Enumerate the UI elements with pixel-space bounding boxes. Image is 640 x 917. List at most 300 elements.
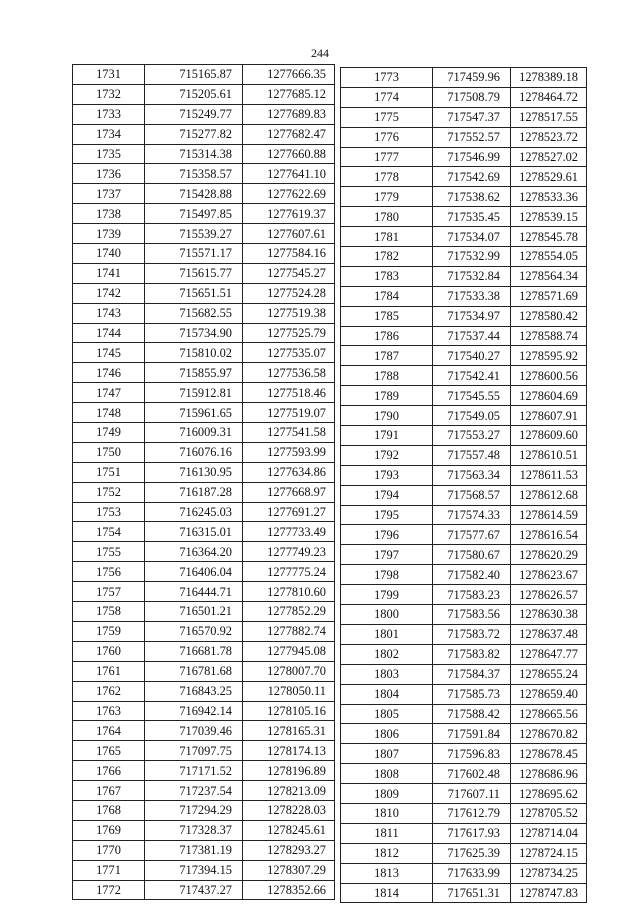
point-number-cell: 1769: [73, 820, 145, 840]
table-row: [341, 883, 587, 903]
point-number-cell: 1764: [73, 721, 145, 741]
x-coordinate-cell: 717547.37: [433, 107, 511, 127]
y-coordinate-cell: 1277749.23: [243, 542, 335, 562]
point-number-cell: 1743: [73, 303, 145, 323]
table-row: [341, 406, 587, 426]
x-coordinate-cell: 716187.28: [145, 482, 243, 502]
y-coordinate-cell: 1277593.99: [243, 442, 335, 462]
x-coordinate-cell: 716681.78: [145, 641, 243, 661]
x-coordinate-cell: 715428.88: [145, 184, 243, 204]
table-row: [73, 164, 335, 184]
x-coordinate-cell: 717534.07: [433, 227, 511, 247]
table-row: [341, 326, 587, 346]
point-number-cell: 1742: [73, 283, 145, 303]
point-number-cell: 1780: [341, 207, 433, 227]
y-coordinate-cell: 1277607.61: [243, 224, 335, 244]
table-row: [73, 522, 335, 542]
table-row: [341, 167, 587, 187]
x-coordinate-cell: 715855.97: [145, 363, 243, 383]
x-coordinate-cell: 716315.01: [145, 522, 243, 542]
table-row: [341, 465, 587, 485]
table-row: [341, 68, 587, 88]
table-row: [73, 383, 335, 403]
x-coordinate-cell: 717437.27: [145, 880, 243, 900]
y-coordinate-cell: 1278588.74: [511, 326, 587, 346]
point-number-cell: 1737: [73, 184, 145, 204]
y-coordinate-cell: 1278196.89: [243, 761, 335, 781]
point-number-cell: 1773: [341, 68, 433, 88]
y-coordinate-cell: 1278659.40: [511, 684, 587, 704]
table-row: [341, 187, 587, 207]
x-coordinate-cell: 717328.37: [145, 820, 243, 840]
point-number-cell: 1806: [341, 724, 433, 744]
table-row: [73, 244, 335, 264]
point-number-cell: 1767: [73, 781, 145, 801]
y-coordinate-cell: 1278678.45: [511, 744, 587, 764]
point-number-cell: 1788: [341, 366, 433, 386]
x-coordinate-cell: 715571.17: [145, 244, 243, 264]
x-coordinate-cell: 715651.51: [145, 283, 243, 303]
table-row: [73, 820, 335, 840]
point-number-cell: 1738: [73, 204, 145, 224]
table-row: [341, 127, 587, 147]
y-coordinate-cell: 1278539.15: [511, 207, 587, 227]
x-coordinate-cell: 717097.75: [145, 741, 243, 761]
y-coordinate-cell: 1277518.46: [243, 383, 335, 403]
table-row: [341, 227, 587, 247]
point-number-cell: 1802: [341, 644, 433, 664]
x-coordinate-cell: 717540.27: [433, 346, 511, 366]
table-row: [341, 107, 587, 127]
point-number-cell: 1731: [73, 65, 145, 85]
x-coordinate-cell: 717612.79: [433, 803, 511, 823]
point-number-cell: 1746: [73, 363, 145, 383]
point-number-cell: 1753: [73, 502, 145, 522]
point-number-cell: 1799: [341, 585, 433, 605]
y-coordinate-cell: 1277682.47: [243, 124, 335, 144]
point-number-cell: 1750: [73, 442, 145, 462]
y-coordinate-cell: 1278600.56: [511, 366, 587, 386]
point-number-cell: 1804: [341, 684, 433, 704]
table-row: [341, 684, 587, 704]
y-coordinate-cell: 1278554.05: [511, 247, 587, 267]
table-row: [73, 462, 335, 482]
x-coordinate-cell: 717294.29: [145, 800, 243, 820]
x-coordinate-cell: 717542.41: [433, 366, 511, 386]
x-coordinate-cell: 715682.55: [145, 303, 243, 323]
point-number-cell: 1770: [73, 840, 145, 860]
point-number-cell: 1757: [73, 582, 145, 602]
point-number-cell: 1775: [341, 107, 433, 127]
point-number-cell: 1744: [73, 323, 145, 343]
point-number-cell: 1774: [341, 87, 433, 107]
point-number-cell: 1782: [341, 247, 433, 267]
x-coordinate-cell: 717585.73: [433, 684, 511, 704]
y-coordinate-cell: 1277852.29: [243, 602, 335, 622]
y-coordinate-cell: 1278665.56: [511, 704, 587, 724]
x-coordinate-cell: 717534.97: [433, 306, 511, 326]
point-number-cell: 1749: [73, 423, 145, 443]
point-number-cell: 1787: [341, 346, 433, 366]
table-row: [73, 860, 335, 880]
table-row: [341, 724, 587, 744]
point-number-cell: 1784: [341, 286, 433, 306]
y-coordinate-cell: 1277775.24: [243, 562, 335, 582]
table-row: [73, 423, 335, 443]
table-row: [73, 641, 335, 661]
x-coordinate-cell: 717039.46: [145, 721, 243, 741]
y-coordinate-cell: 1277666.35: [243, 65, 335, 85]
x-coordinate-cell: 717574.33: [433, 505, 511, 525]
y-coordinate-cell: 1277634.86: [243, 462, 335, 482]
y-coordinate-cell: 1278714.04: [511, 823, 587, 843]
point-number-cell: 1813: [341, 863, 433, 883]
point-number-cell: 1732: [73, 84, 145, 104]
point-number-cell: 1756: [73, 562, 145, 582]
table-row: [341, 485, 587, 505]
x-coordinate-cell: 717651.31: [433, 883, 511, 903]
y-coordinate-cell: 1278647.77: [511, 644, 587, 664]
x-coordinate-cell: 717583.56: [433, 605, 511, 625]
y-coordinate-cell: 1278228.03: [243, 800, 335, 820]
table-row: [73, 363, 335, 383]
y-coordinate-cell: 1277541.58: [243, 423, 335, 443]
y-coordinate-cell: 1278705.52: [511, 803, 587, 823]
table-row: [341, 386, 587, 406]
table-row: [73, 761, 335, 781]
x-coordinate-cell: 715961.65: [145, 403, 243, 423]
table-row: [341, 87, 587, 107]
table-row: [73, 781, 335, 801]
y-coordinate-cell: 1277641.10: [243, 164, 335, 184]
x-coordinate-cell: 717459.96: [433, 68, 511, 88]
y-coordinate-cell: 1277945.08: [243, 641, 335, 661]
table-row: [341, 525, 587, 545]
x-coordinate-cell: 715810.02: [145, 343, 243, 363]
table-row: [73, 562, 335, 582]
x-coordinate-cell: 717549.05: [433, 406, 511, 426]
y-coordinate-cell: 1278533.36: [511, 187, 587, 207]
table-row: [73, 184, 335, 204]
x-coordinate-cell: 717563.34: [433, 465, 511, 485]
table-row: [341, 803, 587, 823]
point-number-cell: 1809: [341, 784, 433, 804]
x-coordinate-cell: 716245.03: [145, 502, 243, 522]
table-row: [73, 482, 335, 502]
y-coordinate-cell: 1277519.38: [243, 303, 335, 323]
x-coordinate-cell: 717596.83: [433, 744, 511, 764]
table-row: [73, 442, 335, 462]
y-coordinate-cell: 1277660.88: [243, 144, 335, 164]
point-number-cell: 1789: [341, 386, 433, 406]
table-row: [341, 605, 587, 625]
table-row: [73, 880, 335, 900]
y-coordinate-cell: 1278620.29: [511, 545, 587, 565]
y-coordinate-cell: 1278352.66: [243, 880, 335, 900]
point-number-cell: 1765: [73, 741, 145, 761]
y-coordinate-cell: 1278464.72: [511, 87, 587, 107]
table-row: [341, 764, 587, 784]
y-coordinate-cell: 1278527.02: [511, 147, 587, 167]
y-coordinate-cell: 1277622.69: [243, 184, 335, 204]
table-row: [73, 84, 335, 104]
point-number-cell: 1796: [341, 525, 433, 545]
table-row: [341, 266, 587, 286]
point-number-cell: 1751: [73, 462, 145, 482]
table-row: [73, 840, 335, 860]
table-row: [73, 263, 335, 283]
table-row: [73, 621, 335, 641]
y-coordinate-cell: 1277810.60: [243, 582, 335, 602]
table-row: [73, 283, 335, 303]
point-number-cell: 1805: [341, 704, 433, 724]
y-coordinate-cell: 1278607.91: [511, 406, 587, 426]
x-coordinate-cell: 715912.81: [145, 383, 243, 403]
table-row: [341, 306, 587, 326]
table-row: [73, 323, 335, 343]
y-coordinate-cell: 1277584.16: [243, 244, 335, 264]
table-row: [341, 207, 587, 227]
point-number-cell: 1811: [341, 823, 433, 843]
y-coordinate-cell: 1278213.09: [243, 781, 335, 801]
point-number-cell: 1793: [341, 465, 433, 485]
table-row: [73, 681, 335, 701]
point-number-cell: 1736: [73, 164, 145, 184]
point-number-cell: 1766: [73, 761, 145, 781]
y-coordinate-cell: 1278293.27: [243, 840, 335, 860]
table-row: [73, 701, 335, 721]
point-number-cell: 1754: [73, 522, 145, 542]
point-number-cell: 1760: [73, 641, 145, 661]
y-coordinate-cell: 1277619.37: [243, 204, 335, 224]
table-row: [73, 582, 335, 602]
y-coordinate-cell: 1278616.54: [511, 525, 587, 545]
y-coordinate-cell: 1278604.69: [511, 386, 587, 406]
y-coordinate-cell: 1277536.58: [243, 363, 335, 383]
y-coordinate-cell: 1278686.96: [511, 764, 587, 784]
y-coordinate-cell: 1278545.78: [511, 227, 587, 247]
x-coordinate-cell: 715277.82: [145, 124, 243, 144]
table-row: [341, 823, 587, 843]
table-row: [341, 624, 587, 644]
point-number-cell: 1800: [341, 605, 433, 625]
x-coordinate-cell: 715205.61: [145, 84, 243, 104]
point-number-cell: 1748: [73, 403, 145, 423]
table-row: [341, 863, 587, 883]
point-number-cell: 1790: [341, 406, 433, 426]
point-number-cell: 1734: [73, 124, 145, 144]
x-coordinate-cell: 715734.90: [145, 323, 243, 343]
y-coordinate-cell: 1278655.24: [511, 664, 587, 684]
x-coordinate-cell: 716843.25: [145, 681, 243, 701]
table-row: [73, 124, 335, 144]
point-number-cell: 1762: [73, 681, 145, 701]
y-coordinate-cell: 1278623.67: [511, 565, 587, 585]
x-coordinate-cell: 717602.48: [433, 764, 511, 784]
x-coordinate-cell: 717532.99: [433, 247, 511, 267]
y-coordinate-cell: 1278614.59: [511, 505, 587, 525]
x-coordinate-cell: 717381.19: [145, 840, 243, 860]
x-coordinate-cell: 715165.87: [145, 65, 243, 85]
point-number-cell: 1794: [341, 485, 433, 505]
y-coordinate-cell: 1278595.92: [511, 346, 587, 366]
point-number-cell: 1739: [73, 224, 145, 244]
point-number-cell: 1797: [341, 545, 433, 565]
point-number-cell: 1803: [341, 664, 433, 684]
x-coordinate-cell: 717545.55: [433, 386, 511, 406]
point-number-cell: 1747: [73, 383, 145, 403]
x-coordinate-cell: 717552.57: [433, 127, 511, 147]
point-number-cell: 1814: [341, 883, 433, 903]
point-number-cell: 1741: [73, 263, 145, 283]
x-coordinate-cell: 717577.67: [433, 525, 511, 545]
table-row: [341, 565, 587, 585]
point-number-cell: 1758: [73, 602, 145, 622]
table-row: [341, 247, 587, 267]
point-number-cell: 1812: [341, 843, 433, 863]
x-coordinate-cell: 715539.27: [145, 224, 243, 244]
point-number-cell: 1768: [73, 800, 145, 820]
point-number-cell: 1752: [73, 482, 145, 502]
table-row: [341, 346, 587, 366]
y-coordinate-cell: 1278307.29: [243, 860, 335, 880]
x-coordinate-cell: 717568.57: [433, 485, 511, 505]
y-coordinate-cell: 1278517.55: [511, 107, 587, 127]
y-coordinate-cell: 1278610.51: [511, 445, 587, 465]
table-row: [341, 147, 587, 167]
point-number-cell: 1791: [341, 426, 433, 446]
x-coordinate-cell: 717171.52: [145, 761, 243, 781]
y-coordinate-cell: 1278564.34: [511, 266, 587, 286]
y-coordinate-cell: 1278105.16: [243, 701, 335, 721]
point-number-cell: 1759: [73, 621, 145, 641]
point-number-cell: 1772: [73, 880, 145, 900]
point-number-cell: 1776: [341, 127, 433, 147]
point-number-cell: 1810: [341, 803, 433, 823]
x-coordinate-cell: 716444.71: [145, 582, 243, 602]
point-number-cell: 1792: [341, 445, 433, 465]
x-coordinate-cell: 717607.11: [433, 784, 511, 804]
point-number-cell: 1807: [341, 744, 433, 764]
table-row: [73, 403, 335, 423]
table-row: [73, 542, 335, 562]
y-coordinate-cell: 1277733.49: [243, 522, 335, 542]
x-coordinate-cell: 717532.84: [433, 266, 511, 286]
y-coordinate-cell: 1278523.72: [511, 127, 587, 147]
table-row: [341, 286, 587, 306]
y-coordinate-cell: 1277668.97: [243, 482, 335, 502]
x-coordinate-cell: 717617.93: [433, 823, 511, 843]
y-coordinate-cell: 1277524.28: [243, 283, 335, 303]
y-coordinate-cell: 1277689.83: [243, 104, 335, 124]
y-coordinate-cell: 1278174.13: [243, 741, 335, 761]
coordinate-table-left: [72, 64, 335, 900]
table-row: [341, 644, 587, 664]
table-row: [341, 426, 587, 446]
x-coordinate-cell: 716076.16: [145, 442, 243, 462]
x-coordinate-cell: 717533.38: [433, 286, 511, 306]
table-row: [73, 502, 335, 522]
y-coordinate-cell: 1278695.62: [511, 784, 587, 804]
page-number: 244: [311, 46, 329, 60]
x-coordinate-cell: 717237.54: [145, 781, 243, 801]
y-coordinate-cell: 1278734.25: [511, 863, 587, 883]
table-row: [73, 65, 335, 85]
y-coordinate-cell: 1277535.07: [243, 343, 335, 363]
table-row: [73, 144, 335, 164]
point-number-cell: 1735: [73, 144, 145, 164]
point-number-cell: 1798: [341, 565, 433, 585]
x-coordinate-cell: 716130.95: [145, 462, 243, 482]
x-coordinate-cell: 717557.48: [433, 445, 511, 465]
table-row: [73, 303, 335, 323]
table-row: [341, 445, 587, 465]
table-row: [73, 800, 335, 820]
point-number-cell: 1763: [73, 701, 145, 721]
x-coordinate-cell: 717583.23: [433, 585, 511, 605]
y-coordinate-cell: 1278611.53: [511, 465, 587, 485]
y-coordinate-cell: 1278165.31: [243, 721, 335, 741]
x-coordinate-cell: 717588.42: [433, 704, 511, 724]
x-coordinate-cell: 717583.82: [433, 644, 511, 664]
x-coordinate-cell: 716570.92: [145, 621, 243, 641]
table-row: [73, 741, 335, 761]
y-coordinate-cell: 1277545.27: [243, 263, 335, 283]
x-coordinate-cell: 717535.45: [433, 207, 511, 227]
x-coordinate-cell: 716364.20: [145, 542, 243, 562]
table-row: [341, 843, 587, 863]
x-coordinate-cell: 715497.85: [145, 204, 243, 224]
point-number-cell: 1755: [73, 542, 145, 562]
y-coordinate-cell: 1278571.69: [511, 286, 587, 306]
y-coordinate-cell: 1277525.79: [243, 323, 335, 343]
y-coordinate-cell: 1277685.12: [243, 84, 335, 104]
point-number-cell: 1781: [341, 227, 433, 247]
y-coordinate-cell: 1278609.60: [511, 426, 587, 446]
point-number-cell: 1777: [341, 147, 433, 167]
table-row: [341, 505, 587, 525]
table-row: [341, 366, 587, 386]
x-coordinate-cell: 717591.84: [433, 724, 511, 744]
table-row: [73, 104, 335, 124]
table-row: [73, 721, 335, 741]
x-coordinate-cell: 715314.38: [145, 144, 243, 164]
x-coordinate-cell: 717542.69: [433, 167, 511, 187]
y-coordinate-cell: 1277882.74: [243, 621, 335, 641]
y-coordinate-cell: 1278245.61: [243, 820, 335, 840]
y-coordinate-cell: 1278529.61: [511, 167, 587, 187]
x-coordinate-cell: 716406.04: [145, 562, 243, 582]
x-coordinate-cell: 717582.40: [433, 565, 511, 585]
point-number-cell: 1779: [341, 187, 433, 207]
x-coordinate-cell: 716009.31: [145, 423, 243, 443]
y-coordinate-cell: 1278612.68: [511, 485, 587, 505]
x-coordinate-cell: 717633.99: [433, 863, 511, 883]
x-coordinate-cell: 717583.72: [433, 624, 511, 644]
y-coordinate-cell: 1278050.11: [243, 681, 335, 701]
table-row: [73, 343, 335, 363]
x-coordinate-cell: 715615.77: [145, 263, 243, 283]
y-coordinate-cell: 1278670.82: [511, 724, 587, 744]
table-row: [341, 744, 587, 764]
table-row: [341, 585, 587, 605]
point-number-cell: 1795: [341, 505, 433, 525]
x-coordinate-cell: 717546.99: [433, 147, 511, 167]
x-coordinate-cell: 717508.79: [433, 87, 511, 107]
y-coordinate-cell: 1278724.15: [511, 843, 587, 863]
table-row: [73, 224, 335, 244]
point-number-cell: 1783: [341, 266, 433, 286]
